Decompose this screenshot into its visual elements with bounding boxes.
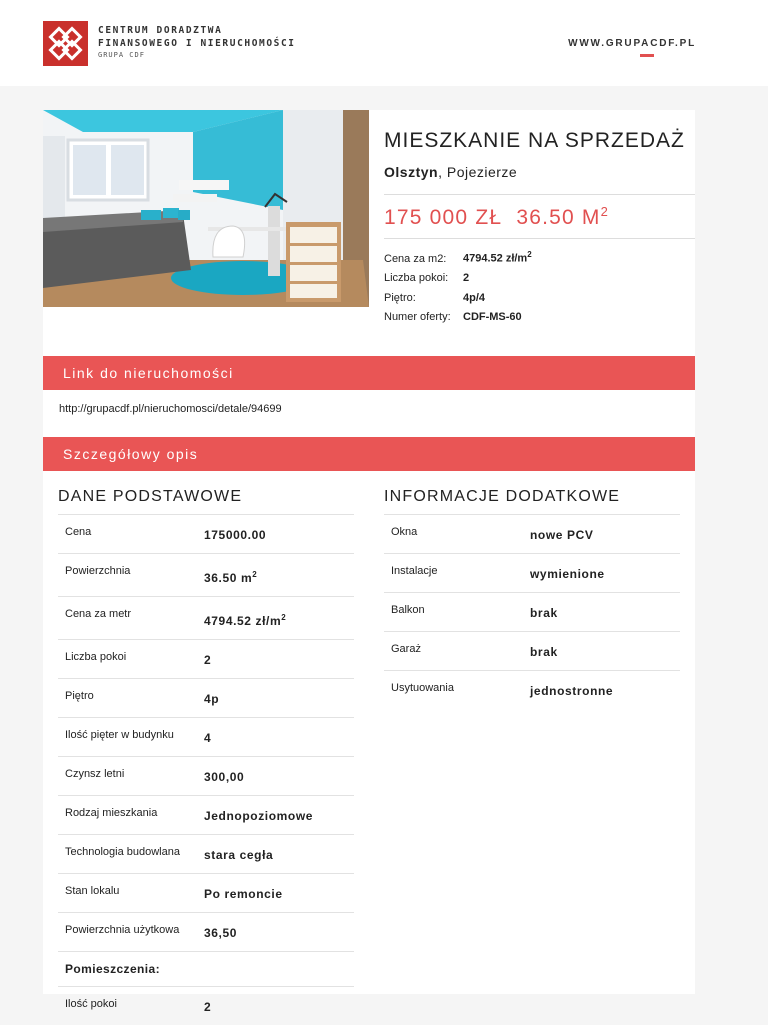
- row-value: brak: [530, 606, 558, 620]
- table-row: [384, 592, 680, 631]
- row-value: jednostronne: [530, 684, 614, 698]
- row-superscript: 2: [281, 613, 287, 622]
- detail-label: Liczba pokoi:: [384, 272, 449, 285]
- additional-info-table: [384, 514, 680, 709]
- row-value: 4p: [204, 692, 220, 706]
- detail-rooms: [384, 269, 695, 289]
- detail-value: 2: [463, 272, 470, 285]
- row-label: Usytuowania: [391, 682, 454, 694]
- row-value: 4: [204, 731, 212, 745]
- bedroom-photo-illustration: [43, 110, 369, 307]
- row-value: 2: [204, 1000, 212, 1014]
- table-row: [58, 553, 354, 596]
- row-label: Rodzaj mieszkania: [65, 807, 158, 819]
- table-row: [384, 553, 680, 592]
- location-city: Olsztyn: [384, 164, 439, 180]
- additional-info-heading: INFORMACJE DODATKOWE: [384, 488, 621, 505]
- row-value: nowe PCV: [530, 528, 594, 542]
- logo-icon: [43, 21, 88, 66]
- row-value: 36.50 m: [204, 571, 253, 585]
- detail-value: 4794.52 zł/m: [463, 252, 528, 265]
- detail-offer-number: [384, 308, 695, 328]
- brand-line-2: FINANSOWEGO I NIERUCHOMOŚCI: [98, 38, 296, 49]
- rooms-subheading: Pomieszczenia:: [65, 962, 160, 976]
- row-label: Piętro: [65, 690, 94, 702]
- table-row: [58, 912, 354, 951]
- row-label: Instalacje: [391, 565, 438, 577]
- divider: [384, 238, 695, 239]
- table-row: [58, 596, 354, 639]
- listing-location: [384, 164, 695, 180]
- row-label: Garaż: [391, 643, 421, 655]
- price-area-line: [384, 204, 695, 230]
- table-row: [384, 631, 680, 670]
- row-value: stara cegła: [204, 848, 274, 862]
- logo-mark: [43, 21, 88, 66]
- site-url[interactable]: WWW.GRUPACDF.PL: [568, 38, 696, 49]
- row-value: 36,50: [204, 926, 238, 940]
- table-row: [58, 986, 354, 1025]
- brand-name: [98, 24, 296, 61]
- detail-value: CDF-MS-60: [463, 311, 522, 324]
- row-value: brak: [530, 645, 558, 659]
- row-label: Okna: [391, 526, 418, 538]
- detail-label: Cena za m2:: [384, 252, 447, 265]
- location-district: , Pojezierze: [438, 164, 518, 180]
- basic-data-heading: DANE PODSTAWOWE: [58, 488, 243, 505]
- table-row: [58, 717, 354, 756]
- row-label: Stan lokalu: [65, 885, 120, 897]
- link-section-header: Link do nieruchomości: [43, 356, 695, 390]
- table-row: [58, 834, 354, 873]
- row-label: Liczba pokoi: [65, 651, 127, 663]
- row-label: Ilość pokoi: [65, 998, 117, 1010]
- page-header: [0, 0, 768, 86]
- divider: [384, 194, 695, 195]
- row-value: 300,00: [204, 770, 245, 784]
- site-url-underline: [640, 54, 654, 57]
- row-label: Powierzchnia użytkowa: [65, 924, 180, 936]
- row-label: Czynsz letni: [65, 768, 125, 780]
- row-label: Balkon: [391, 604, 425, 616]
- table-row: [58, 514, 354, 553]
- description-section-header: Szczegółowy opis: [43, 437, 695, 471]
- table-row: [384, 670, 680, 709]
- row-value: Po remoncie: [204, 887, 283, 901]
- row-superscript: 2: [252, 570, 258, 579]
- basic-data-table: [58, 514, 354, 1025]
- row-value-wrap: [204, 564, 257, 587]
- listing-card: [43, 110, 695, 1014]
- row-label: Cena za metr: [65, 608, 132, 620]
- detail-value: 4p/4: [463, 291, 486, 304]
- listing-details: [384, 245, 695, 328]
- area-unit-superscript: 2: [600, 204, 610, 219]
- table-row: [58, 678, 354, 717]
- table-row: [58, 639, 354, 678]
- listing-area: 36.50 M: [516, 206, 601, 229]
- row-label: Ilość pięter w budynku: [65, 729, 174, 741]
- detail-price-per-m2: [384, 245, 695, 269]
- row-value: wymienione: [530, 567, 605, 581]
- row-value: 2: [204, 653, 212, 667]
- row-value: 4794.52 zł/m: [204, 614, 282, 628]
- detail-floor: [384, 289, 695, 309]
- detail-label: Numer oferty:: [384, 311, 451, 324]
- table-row: [58, 756, 354, 795]
- table-row: [58, 795, 354, 834]
- property-photo: [43, 110, 369, 307]
- listing-title: MIESZKANIE NA SPRZEDAŻ: [384, 129, 685, 152]
- table-row: [384, 514, 680, 553]
- row-value-wrap: [204, 607, 286, 630]
- detail-label: Piętro:: [384, 291, 416, 304]
- detail-superscript: 2: [527, 250, 532, 259]
- row-label: Powierzchnia: [65, 565, 131, 577]
- row-label: Cena: [65, 526, 92, 538]
- brand-line-3: GRUPA CDF: [98, 51, 145, 59]
- rooms-subheading-row: [58, 951, 354, 986]
- table-row: [58, 873, 354, 912]
- listing-price: 175 000 ZŁ: [384, 206, 503, 229]
- row-label: Technologia budowlana: [65, 846, 180, 858]
- property-link[interactable]: http://grupacdf.pl/nieruchomosci/detale/94699: [59, 403, 282, 415]
- brand-line-1: CENTRUM DORADZTWA: [98, 25, 223, 36]
- row-value: 175000.00: [204, 528, 267, 542]
- listing-summary: [384, 128, 695, 328]
- row-value: Jednopoziomowe: [204, 809, 314, 823]
